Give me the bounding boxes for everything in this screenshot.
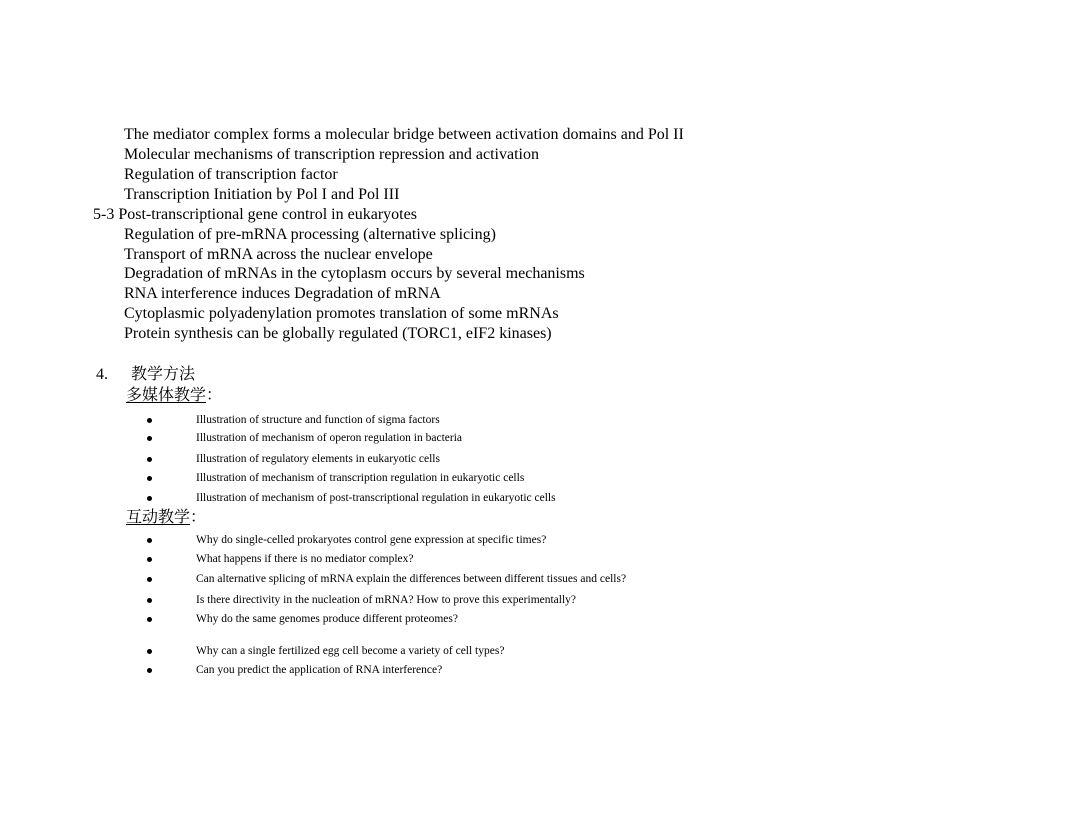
outline-item: Transcription Initiation by Pol I and Pol III bbox=[124, 186, 400, 203]
outline-item: Transport of mRNA across the nuclear envelope bbox=[124, 246, 433, 263]
section-number: 4. bbox=[96, 366, 108, 383]
bullet-icon bbox=[147, 538, 152, 543]
bullet-icon bbox=[147, 436, 152, 441]
list-item: Illustration of structure and function of sigma factors bbox=[196, 414, 440, 426]
outline-item: Cytoplasmic polyadenylation promotes translation of some mRNAs bbox=[124, 305, 559, 322]
list-item: Can alternative splicing of mRNA explain the differences between different tissues and cells? bbox=[196, 573, 627, 585]
outline-item: Degradation of mRNAs in the cytoplasm occurs by several mechanisms bbox=[124, 265, 585, 282]
list-item: Is there directivity in the nucleation of mRNA? How to prove this experimentally? bbox=[196, 594, 577, 606]
subsection-heading bbox=[126, 386, 222, 406]
outline-item: Protein synthesis can be globally regulated (TORC1, eIF2 kinases) bbox=[124, 325, 552, 342]
outline-item: Regulation of transcription factor bbox=[124, 166, 338, 183]
list-item: Why do single-celled prokaryotes control gene expression at specific times? bbox=[196, 534, 547, 546]
bullet-icon bbox=[147, 617, 152, 622]
list-item: What happens if there is no mediator complex? bbox=[196, 553, 414, 565]
bullet-icon bbox=[147, 557, 152, 562]
bullet-icon bbox=[147, 649, 152, 654]
bullet-icon bbox=[147, 598, 152, 603]
bullet-icon bbox=[147, 577, 152, 582]
outline-item: Molecular mechanisms of transcription repression and activation bbox=[124, 146, 539, 163]
section-title: 教学方法 bbox=[131, 366, 196, 383]
subsection-heading-colon: ： bbox=[190, 509, 207, 526]
list-item: Illustration of mechanism of transcription regulation in eukaryotic cells bbox=[196, 472, 525, 484]
list-item: Illustration of mechanism of operon regulation in bacteria bbox=[196, 432, 463, 444]
list-item: Can you predict the application of RNA interference? bbox=[196, 664, 443, 676]
subsection-heading-text: 多媒体教学 bbox=[126, 387, 207, 404]
list-item: Illustration of regulatory elements in eukaryotic cells bbox=[196, 453, 440, 465]
bullet-icon bbox=[147, 668, 152, 673]
section-heading: 5-3 Post-transcriptional gene control in eukaryotes bbox=[93, 206, 417, 223]
list-item: Why do the same genomes produce different proteomes? bbox=[196, 613, 458, 625]
bullet-icon bbox=[147, 496, 152, 501]
subsection-heading-text: 互动教学 bbox=[126, 509, 191, 526]
bullet-icon bbox=[147, 476, 152, 481]
bullet-icon bbox=[147, 457, 152, 462]
bullet-icon bbox=[147, 418, 152, 423]
list-item: Illustration of mechanism of post-transcriptional regulation in eukaryotic cells bbox=[196, 492, 556, 504]
outline-item: The mediator complex forms a molecular bridge between activation domains and Pol II bbox=[124, 126, 684, 143]
outline-item: RNA interference induces Degradation of mRNA bbox=[124, 285, 441, 302]
outline-item: Regulation of pre-mRNA processing (alternative splicing) bbox=[124, 226, 496, 243]
subsection-heading bbox=[126, 508, 206, 528]
subsection-heading-colon: ： bbox=[206, 387, 223, 404]
list-item: Why can a single fertilized egg cell become a variety of cell types? bbox=[196, 645, 505, 657]
